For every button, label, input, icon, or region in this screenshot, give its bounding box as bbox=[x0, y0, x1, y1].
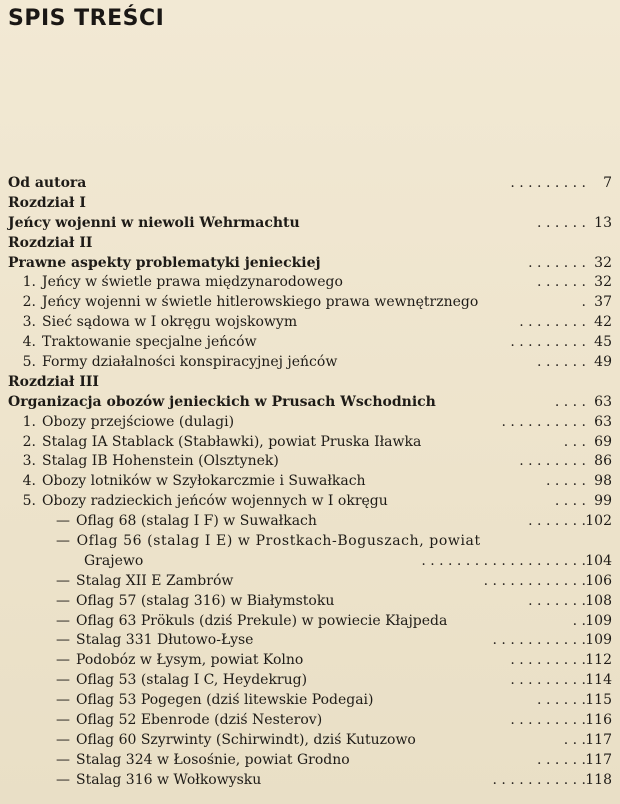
toc-entry-title bbox=[56, 631, 253, 651]
toc-entry-label: Oflag 52 Ebenrode (dziś Nesterov) bbox=[76, 712, 323, 729]
toc-entry-label: Prawne aspekty problematyki jenieckiej bbox=[8, 254, 321, 271]
toc-entry-page-number: 106 bbox=[585, 572, 612, 589]
toc-entry-leader-dots: . . . . . . . . . . . bbox=[492, 771, 586, 788]
toc-entry-page-number: 114 bbox=[585, 672, 612, 689]
toc-entry bbox=[8, 433, 612, 453]
toc-entry-title bbox=[8, 254, 321, 274]
toc-entry-leader-dots: . . . . . . . . . . . . bbox=[483, 572, 586, 589]
toc-entry-label: Obozy lotników w Szyłokarczmie i Suwałkach bbox=[42, 473, 366, 490]
toc-entry-page-number: 104 bbox=[585, 552, 612, 569]
toc-entry-title bbox=[14, 492, 388, 512]
toc-entry-dash: — bbox=[56, 652, 70, 669]
toc-entry-dash: — bbox=[56, 712, 70, 729]
toc-entry bbox=[8, 552, 612, 572]
toc-entry-label: Sieć sądowa w I okręgu wojskowym bbox=[42, 314, 298, 331]
toc-entry bbox=[8, 273, 612, 293]
toc-entry-number: 5. bbox=[22, 493, 36, 510]
toc-entry-dash: — bbox=[56, 731, 70, 748]
toc-entry bbox=[8, 631, 612, 651]
toc-entry-label: Stalag 316 w Wołkowysku bbox=[76, 771, 262, 788]
toc-entry-title bbox=[56, 512, 317, 532]
toc-entry-page-number: 117 bbox=[585, 751, 612, 768]
toc-entry-title bbox=[14, 333, 257, 353]
toc-entry-title bbox=[14, 452, 279, 472]
toc-entry-page-number: 13 bbox=[594, 214, 612, 231]
toc-entry-title bbox=[14, 273, 343, 293]
toc-entry bbox=[8, 731, 612, 751]
toc-entry-number: 3. bbox=[22, 314, 36, 331]
toc-entry-label: Stalag IB Hohenstein (Olsztynek) bbox=[42, 453, 279, 470]
toc-entry-label: Oflag 68 (stalag I F) w Suwałkach bbox=[76, 513, 317, 530]
toc-entry-title bbox=[14, 353, 337, 373]
toc-entry-title bbox=[56, 592, 334, 612]
toc-entry-label: Obozy przejściowe (dulagi) bbox=[42, 413, 235, 430]
toc-entry-title bbox=[8, 393, 436, 413]
toc-entry-number: 1. bbox=[22, 413, 36, 430]
toc-entry bbox=[8, 214, 612, 234]
toc-entry-page-number: 45 bbox=[594, 334, 612, 351]
toc-entry bbox=[8, 711, 612, 731]
toc-entry-leader-dots: . . . . . . . bbox=[528, 592, 586, 609]
toc-entry-page-number: 102 bbox=[585, 513, 612, 530]
toc-entry-page-number: 63 bbox=[594, 393, 612, 410]
toc-entry bbox=[8, 612, 612, 632]
toc-entry-page-number: 86 bbox=[594, 453, 612, 470]
toc-entry-leader-dots: . . . . . . . . bbox=[519, 453, 586, 470]
toc-entry-leader-dots: . . . . . . . . . bbox=[510, 712, 586, 729]
toc-entry-label: Oflag 63 Prökuls (dziś Prekule) w powiecie Kłajpeda bbox=[76, 612, 448, 629]
toc-entry-label: Rozdział II bbox=[8, 234, 93, 251]
toc-entry-label: Rozdział I bbox=[8, 194, 86, 211]
toc-entry-leader-dots: . . . . bbox=[554, 493, 586, 510]
toc-entry bbox=[8, 512, 612, 532]
toc-entry-title bbox=[56, 711, 322, 731]
toc-entry-page-number: 63 bbox=[594, 413, 612, 430]
toc-entry-title bbox=[56, 691, 374, 711]
toc-entry-leader-dots: . bbox=[581, 294, 586, 311]
toc-entry-leader-dots: . . . . . . . . . . . . . . . . . . . bbox=[421, 552, 586, 569]
toc-entry-label: Oflag 60 Szyrwinty (Schirwindt), dziś Kutuzowo bbox=[76, 731, 416, 748]
page-title: SPIS TREŚCI bbox=[8, 6, 165, 31]
toc-entry-page-number: 109 bbox=[585, 632, 612, 649]
toc-entry-page-number: 42 bbox=[594, 314, 612, 331]
toc-entry-dash: — bbox=[56, 533, 71, 550]
toc-entry bbox=[8, 234, 612, 254]
toc-entry-label: Organizacja obozów jenieckich w Prusach Wschodnich bbox=[8, 393, 436, 410]
toc-entry-title bbox=[56, 771, 261, 791]
toc-entry-label: Obozy radzieckich jeńców wojennych w I okręgu bbox=[42, 493, 388, 510]
toc-entry-label: Jeńcy wojenni w niewoli Wehrmachtu bbox=[8, 214, 300, 231]
toc-entry-dash: — bbox=[56, 771, 70, 788]
toc-entry-leader-dots: . . . bbox=[563, 731, 586, 748]
toc-entry-page-number: 32 bbox=[594, 274, 612, 291]
toc-entry-page-number: 108 bbox=[585, 592, 612, 609]
toc-entry-title bbox=[14, 472, 366, 492]
toc-entry-page-number: 49 bbox=[594, 354, 612, 371]
toc-entry-leader-dots: . . . . . . . bbox=[528, 254, 586, 271]
toc-entry-page-number: 7 bbox=[603, 175, 612, 191]
toc-entry-page-number: 109 bbox=[585, 612, 612, 629]
toc-entry-page-number: 69 bbox=[594, 433, 612, 450]
toc-entry-label: Stalag 331 Dłutowo-Łyse bbox=[76, 632, 254, 649]
toc-entry-label: Oflag 56 (stalag I E) w Prostkach-Boguszach, powiat bbox=[76, 533, 481, 550]
toc-entry bbox=[8, 651, 612, 671]
toc-entry-number: 4. bbox=[22, 334, 36, 351]
toc-entry bbox=[8, 572, 612, 592]
toc-entry-title bbox=[56, 532, 481, 552]
toc-entry-leader-dots: . . . . . . . . . bbox=[510, 672, 586, 689]
toc-entry bbox=[8, 771, 612, 791]
toc-entry-number: 3. bbox=[22, 453, 36, 470]
toc-entry-page-number: 32 bbox=[594, 254, 612, 271]
toc-entry-title bbox=[14, 413, 234, 433]
toc-entry-label: Jeńcy w świetle prawa międzynarodowego bbox=[42, 274, 343, 291]
toc-entry-number: 2. bbox=[22, 294, 36, 311]
toc-entry-title bbox=[56, 671, 307, 691]
toc-entry-label: Oflag 57 (stalag 316) w Białymstoku bbox=[76, 592, 335, 609]
toc-entry-leader-dots: . . . . . . . . . bbox=[510, 334, 586, 351]
toc-entry-leader-dots: . . . . . . . . . bbox=[510, 175, 586, 191]
toc-entry-leader-dots: . . . . . . . . bbox=[519, 314, 586, 331]
toc-entry-dash: — bbox=[56, 592, 70, 609]
toc-entry-label: Stalag 324 w Łosośnie, powiat Grodno bbox=[76, 751, 350, 768]
toc-entry-label: Oflag 53 (stalag I C, Heydekrug) bbox=[76, 672, 308, 689]
toc-entry bbox=[8, 293, 612, 313]
toc-entry-leader-dots: . . . . . . . . . bbox=[510, 652, 586, 669]
toc-entry bbox=[8, 452, 612, 472]
toc-entry-label: Rozdział III bbox=[8, 373, 99, 390]
toc-entry-page-number: 37 bbox=[594, 294, 612, 311]
toc-entry bbox=[8, 691, 612, 711]
toc-entry bbox=[8, 492, 612, 512]
toc-entry bbox=[8, 313, 612, 333]
toc-entry-label: Grajewo bbox=[84, 552, 144, 569]
toc-entry-title bbox=[8, 174, 86, 194]
toc-entry-number: 4. bbox=[22, 473, 36, 490]
toc-entry-title bbox=[56, 612, 447, 632]
toc-entry-page-number: 116 bbox=[585, 712, 612, 729]
toc-entry-title bbox=[8, 214, 300, 234]
toc-entry-title bbox=[56, 751, 350, 771]
toc-entry bbox=[8, 751, 612, 771]
toc-entry-page-number: 112 bbox=[585, 652, 612, 669]
toc-entry-dash: — bbox=[56, 672, 70, 689]
toc-entry-dash: — bbox=[56, 692, 70, 709]
toc-entry-page-number: 118 bbox=[585, 771, 612, 788]
toc-entry bbox=[8, 353, 612, 373]
toc-entry-label: Oflag 53 Pogegen (dziś litewskie Podegai) bbox=[76, 692, 374, 709]
toc-entry-page-number: 98 bbox=[594, 473, 612, 490]
toc-entry bbox=[8, 254, 612, 274]
toc-entry-title bbox=[8, 373, 99, 393]
toc-entry-leader-dots: . . . . . bbox=[545, 473, 586, 490]
table-of-contents bbox=[8, 174, 612, 791]
toc-entry-dash: — bbox=[56, 513, 70, 530]
toc-entry bbox=[8, 333, 612, 353]
toc-entry bbox=[8, 373, 612, 393]
toc-entry-dash: — bbox=[56, 632, 70, 649]
toc-entry-leader-dots: . . . . . . bbox=[537, 274, 586, 291]
toc-entry bbox=[8, 472, 612, 492]
toc-entry-label: Od autora bbox=[8, 175, 87, 191]
toc-entry-dash: — bbox=[56, 751, 70, 768]
toc-entry-leader-dots: . . . . . . . . . . bbox=[501, 413, 586, 430]
toc-entry-title bbox=[56, 731, 416, 751]
toc-entry-leader-dots: . . . bbox=[563, 433, 586, 450]
toc-entry-title bbox=[56, 572, 233, 592]
toc-entry-leader-dots: . . . . . . . bbox=[528, 513, 586, 530]
toc-entry-title bbox=[8, 234, 92, 254]
toc-entry-dash: — bbox=[56, 612, 70, 629]
toc-entry-title bbox=[56, 651, 303, 671]
toc-entry-leader-dots: . . . . . . bbox=[537, 692, 586, 709]
toc-entry-title bbox=[84, 552, 143, 572]
toc-entry-label: Stalag IA Stablack (Stabławki), powiat Pruska Iławka bbox=[42, 433, 422, 450]
toc-entry-leader-dots: . . . . . . . . . . . bbox=[492, 632, 586, 649]
toc-entry bbox=[8, 174, 612, 194]
toc-entry-title bbox=[8, 194, 86, 214]
toc-entry-leader-dots: . . bbox=[572, 612, 586, 629]
toc-entry-label: Traktowanie specjalne jeńców bbox=[42, 334, 257, 351]
toc-entry-number: 5. bbox=[22, 354, 36, 371]
toc-entry bbox=[8, 194, 612, 214]
toc-entry bbox=[8, 671, 612, 691]
toc-entry bbox=[8, 413, 612, 433]
toc-entry-label: Formy działalności konspiracyjnej jeńców bbox=[42, 354, 338, 371]
toc-entry-title bbox=[14, 433, 421, 453]
toc-entry-number: 2. bbox=[22, 433, 36, 450]
toc-entry-leader-dots: . . . . . . bbox=[537, 751, 586, 768]
toc-entry-label: Stalag XII E Zambrów bbox=[76, 572, 234, 589]
toc-entry bbox=[8, 532, 612, 552]
toc-entry bbox=[8, 393, 612, 413]
toc-entry-dash: — bbox=[56, 572, 70, 589]
toc-entry-page-number: 115 bbox=[585, 692, 612, 709]
toc-entry-label: Jeńcy wojenni w świetle hitlerowskiego prawa wewnętrznego bbox=[42, 294, 479, 311]
toc-entry-title bbox=[14, 293, 478, 313]
toc-entry-leader-dots: . . . . . . bbox=[537, 214, 586, 231]
toc-entry-label: Podobóz w Łysym, powiat Kolno bbox=[76, 652, 304, 669]
toc-entry-title bbox=[14, 313, 297, 333]
toc-entry-page-number: 117 bbox=[585, 731, 612, 748]
toc-entry-leader-dots: . . . . bbox=[554, 393, 586, 410]
toc-entry-number: 1. bbox=[22, 274, 36, 291]
toc-entry bbox=[8, 592, 612, 612]
toc-entry-leader-dots: . . . . . . bbox=[537, 354, 586, 371]
toc-entry-page-number: 99 bbox=[594, 493, 612, 510]
